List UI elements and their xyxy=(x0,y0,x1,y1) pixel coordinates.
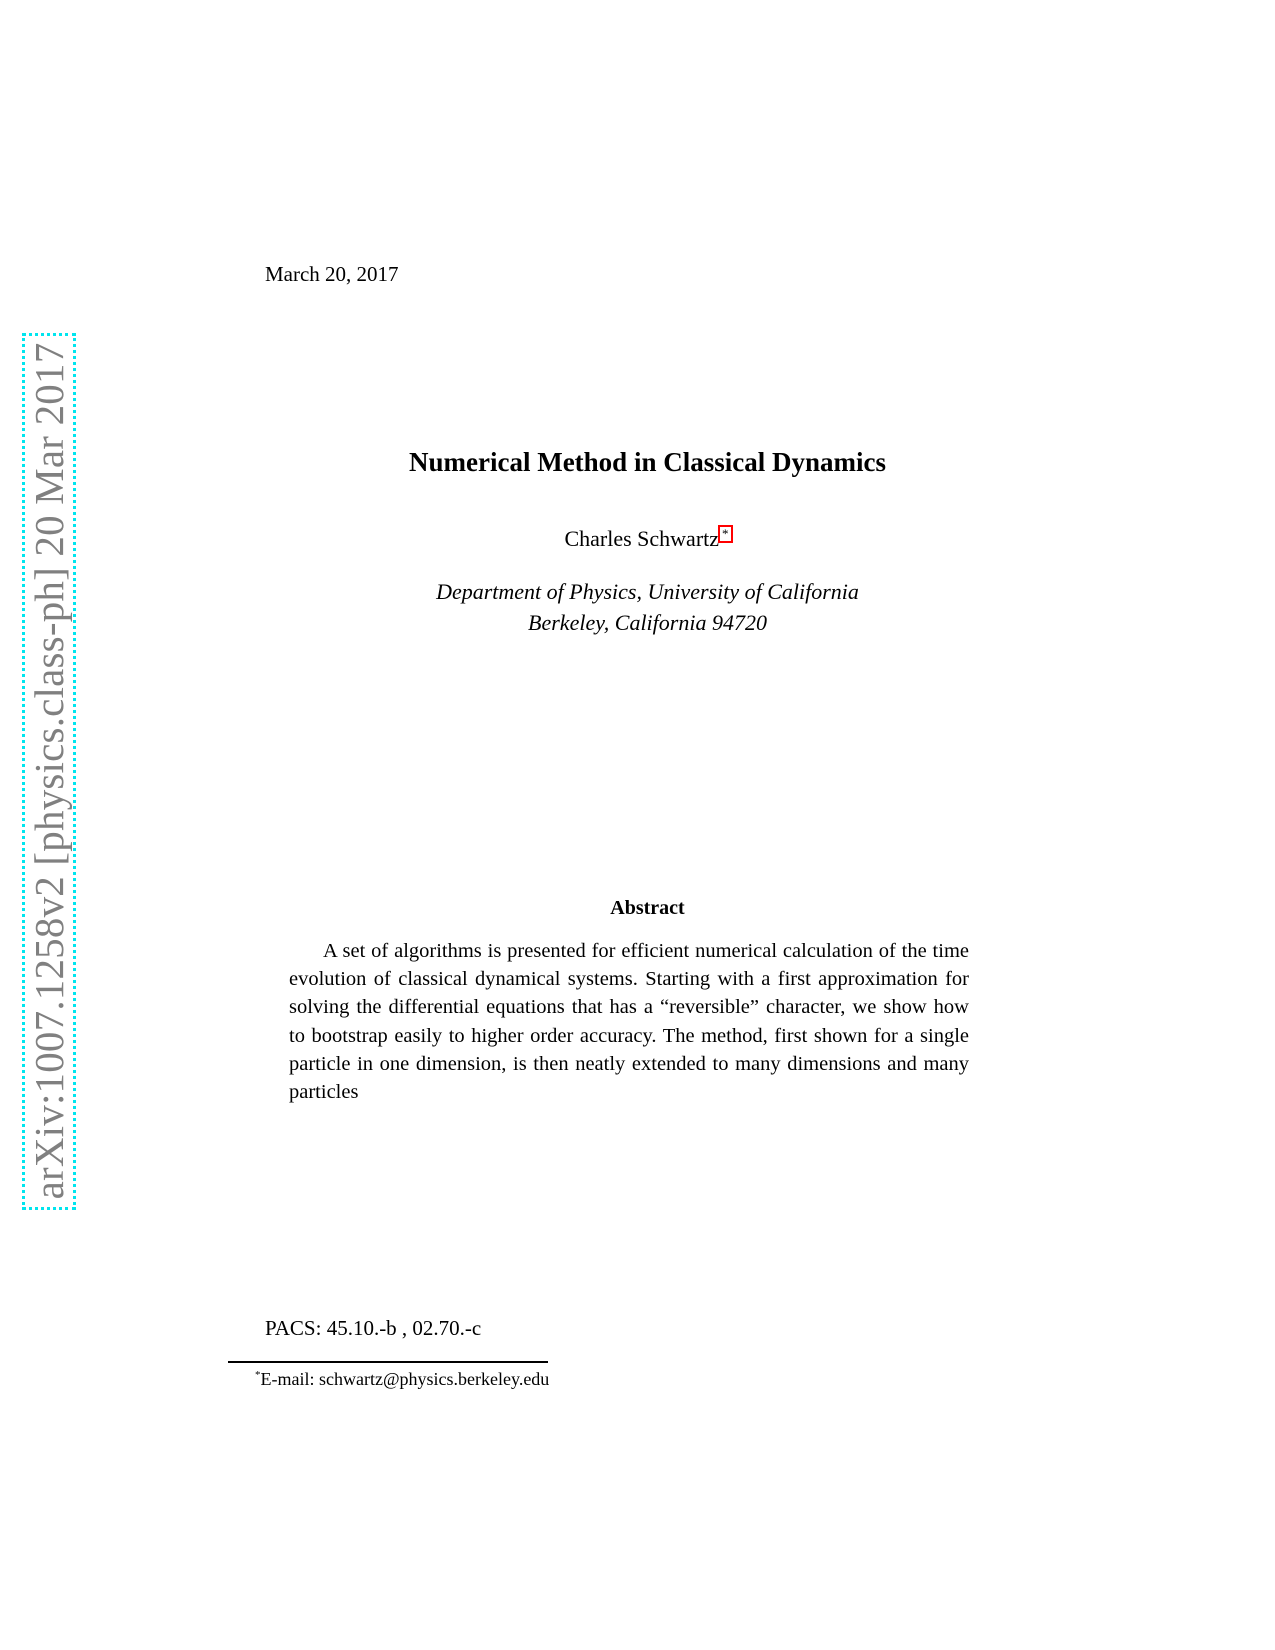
footnote-marker: * xyxy=(255,1369,261,1381)
footnote-link[interactable]: * xyxy=(722,525,729,541)
pacs-codes: PACS: 45.10.-b , 02.70.-c xyxy=(265,1316,482,1340)
footnote xyxy=(255,1369,549,1390)
abstract-body: A set of algorithms is presented for efficient numerical calculation of the time evolution of classical dynamical systems. Starting with a first approximation for solving the differential equations that has a “reversible” character, we show how to bootstrap easily to higher order accuracy. The method, first shown for a single particle in one dimension, is then neatly extended to many dimensions and many particles xyxy=(289,940,969,1104)
paper-title: Numerical Method in Classical Dynamics xyxy=(409,447,886,477)
author-line xyxy=(0,526,1275,552)
author-name: Charles Schwartz xyxy=(564,526,720,551)
abstract-heading: Abstract xyxy=(610,897,685,919)
paper-date: March 20, 2017 xyxy=(265,262,399,286)
affiliation-department: Department of Physics, University of California xyxy=(436,579,859,604)
affiliation-address: Berkeley, California 94720 xyxy=(528,610,767,635)
footnote-email: E-mail: schwartz@physics.berkeley.edu xyxy=(260,1369,550,1389)
footnote-divider xyxy=(228,1361,548,1363)
arxiv-stamp[interactable]: arXiv:1007.1258v2 [physics.class-ph] 20 Mar 2017 xyxy=(26,342,72,1200)
